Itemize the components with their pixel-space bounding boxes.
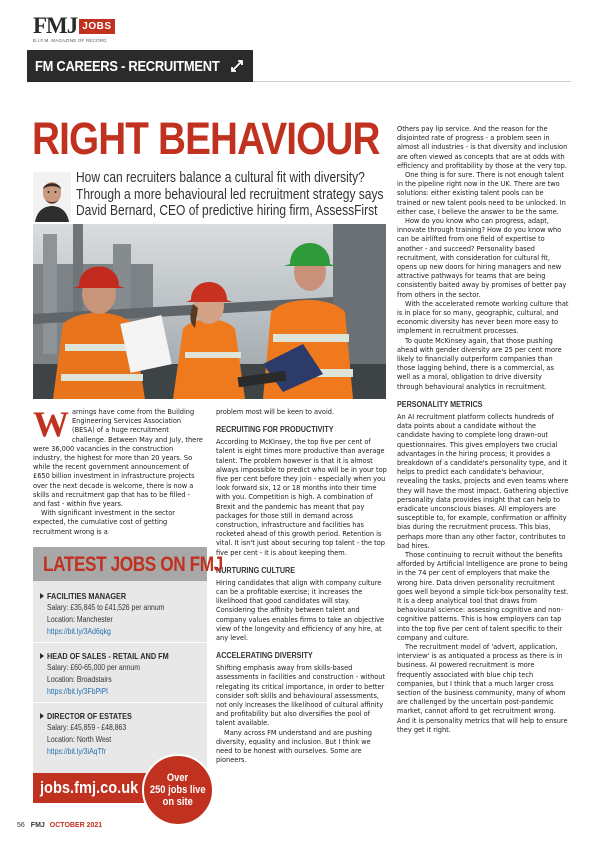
logo-tagline: B.I.F.M. MAGAZINE OF RECORD <box>33 38 107 43</box>
job-location: Location: North West <box>47 735 112 744</box>
job-location: Location: Broadstairs <box>47 675 112 684</box>
subheading: RECRUITING FOR PRODUCTIVITY <box>216 425 334 435</box>
drop-cap: W <box>33 404 69 444</box>
article-standfirst: How can recruiters balance a cultural fit with diversity? Through a more behavioural led recruitment strategy says David Bernard, CEO of predictive hiring firm, AssessFirst <box>76 169 384 219</box>
paragraph: Shifting emphasis away from skills-based assessments in facilities and construction - without relegating its critical importance, in order to better consider soft skills and behavioural assessments, not only increases the likelihood of cultural affinity and profitability but also diversifies the pool of talent available. <box>216 664 386 728</box>
logo-fmj-text: FMJ <box>33 13 78 38</box>
paragraph: Hiring candidates that align with company culture can be a profitable exercise; it increases the likelihood that good candidates will stay. Considering the affinity between talent and company values enables firms to take an objective view of the longevity and efficiency of any hire, at any level. <box>216 578 385 643</box>
divider <box>33 702 207 703</box>
job-link[interactable]: https://bit.ly/3FbPiPl <box>47 687 108 696</box>
hero-photo-workers-hard-hats <box>33 224 386 399</box>
article-column-2 <box>216 408 388 766</box>
subheading: NURTURING CULTURE <box>216 565 296 575</box>
article-column-1 <box>33 404 203 537</box>
paragraph: An AI recruitment platform collects hundreds of data points about a candidate without the candidate having to complete long drawn-out questionnaires. This gives employers two crucial advantages in the hiring process; it provides a breakdown of a candidate's personality type, and it helps to predict each candidate's behaviour, revealing the tasks, projects and even teams where they will have the most impact. Gathering objective personality data provides insight that can help to eradicate unconscious biases. All employers are susceptible to, for example, confirmation or affinity bias during the recruitment process. This bias, perhaps more than any other factor, contributes to bad hires. <box>397 412 569 550</box>
job-salary: Salary: £35,845 to £41,526 per annum <box>47 603 165 612</box>
paragraph: Many across FM understand and are pushing diversity, equality and inclusion. But I think we need to be honest with ourselves. Some are pioneers. <box>216 728 372 765</box>
issue-date: OCTOBER 2021 <box>49 822 103 829</box>
page-number: 56 <box>17 822 25 829</box>
paragraph: arnings have come from the Building Engineering Services Association (BESA) of a huge recruitment challenge. Between May and July, there were 36,000 vacancies in the construction industry, the highest for more than 20 years. So while the recent government announcement of £650 billion investment in infrastructure projects over the next decade is welcome, there is now a skills and recruitment gap that has to be filled - and fast - within five years. <box>33 408 203 509</box>
paragraph: With significant investment in the sector expected, the cumulative cost of getting recruitment wrong is a <box>33 509 176 536</box>
jobs-count-badge <box>142 754 214 826</box>
badge-line: on site <box>162 796 194 808</box>
fmj-jobs-logo <box>33 13 115 43</box>
paragraph: According to McKinsey, the top five per cent of talent is eight times more productive than average talent. The problem however is that it is almost always impossible to predict who will be in your top five per cent before they join - especially when you look forward six, 12 or 18 months into their time with you. Competition is high. A combination of Brexit and the pandemic has meant that pay packages for those still in demand across construction, infrastructure and facilities has rocketed ahead of this growth period. Retention is vital. It isn't just about securing top talent - the top five per cent - it is about keeping them. <box>216 438 387 557</box>
jobs-url-text: jobs.fmj.co.uk <box>40 778 139 797</box>
jobs-site-link[interactable] <box>33 773 147 803</box>
article-headline: RIGHT BEHAVIOUR <box>32 113 380 164</box>
article-column-3 <box>397 125 569 735</box>
paragraph: problem most will be keen to avoid. <box>216 408 335 416</box>
bullet-arrow-icon <box>40 593 44 599</box>
subheading: ACCELERATING DIVERSITY <box>216 651 313 661</box>
paragraph: The recruitment model of 'advert, application, interview' is as antiquated a process as there is in business. AI powered recruitment is more frequently associated with blue chip tech companies, but I think that a much larger cross section of the business community, many of whom are challenged by the uncertain post-pandemic market, cannot afford to get recruitment wrong. And it is personality metrics that will help to ensure they get it right. <box>397 642 568 734</box>
section-header-bar <box>27 50 253 82</box>
expand-arrows-icon <box>229 58 245 74</box>
job-salary: Salary: £45,859 - £48,863 <box>47 723 127 732</box>
job-link[interactable]: https://bit.ly/3Ad6qkg <box>47 627 111 636</box>
latest-jobs-header <box>33 547 223 581</box>
paragraph: How do you know who can progress, adapt, innovate through training? How do you know who can be airlifted from one field of expertise to another - and succeed? Personality based recruitment, with consideration for cultural fit, opens up new doors for hiring managers and new attractive pathways for teams that are being consistently baited away by promises of better pay from others in the sector. <box>397 217 567 299</box>
subheading: PERSONALITY METRICS <box>397 399 483 409</box>
job-location: Location: Manchester <box>47 615 113 624</box>
job-link[interactable]: https://bit.ly/3iAqTfr <box>47 747 106 756</box>
badge-line: Over <box>167 772 189 784</box>
divider <box>33 642 207 643</box>
latest-jobs-heading: LATEST JOBS ON FMJ <box>43 553 223 576</box>
paragraph: With the accelerated remote working culture that is in place for so many, geographic, cultural, and economic diversity has never been more easy to implement in recruitment processes. <box>397 299 569 336</box>
job-title: HEAD OF SALES - RETAIL AND FM <box>47 651 169 661</box>
author-photo <box>33 172 71 222</box>
bullet-arrow-icon <box>40 653 44 659</box>
job-salary: Salary: £60-65,000 per annum <box>47 663 140 672</box>
paragraph: Those continuing to recruit without the benefits afforded by Artificial Intelligence are prone to being in the 74 per cent of employers that make the wrong hire. Data driven personality recruitment goes well beyond a simple tick-box personality test. It is a deep analytical tool that draws from behavioural science: assessing cognitive and non-cognitive patterns. This is how employers can tap into the top five per cent of talent specific to their company and culture. <box>397 550 569 642</box>
badge-line: 250 jobs live <box>150 784 206 796</box>
job-title: FACILITIES MANAGER <box>47 591 127 601</box>
footer-brand: FMJ <box>30 822 45 829</box>
paragraph: To quote McKinsey again, that those pushing ahead with gender diversity are 25 per cent more likely to financially outperform companies than those lagging behind, there is a commercial, as well as a moral, obligation to drive diversity through behavioural analytics in recruitment. <box>397 336 562 391</box>
logo-jobs-badge: JOBS <box>79 19 114 34</box>
paragraph: One thing is for sure. There is not enough talent in the pipeline right now in the UK. There are two solutions: either existing talent pools can be trained or new talent pools need to be unlocked. In either case, I believe the answer to be the same. <box>397 171 566 216</box>
job-title: DIRECTOR OF ESTATES <box>47 711 132 721</box>
bullet-arrow-icon <box>40 713 44 719</box>
section-title: FM CAREERS - RECRUITMENT <box>35 57 220 75</box>
page-footer <box>17 822 102 829</box>
section-rule <box>253 50 571 82</box>
paragraph: Others pay lip service. And the reason for the disjointed rate of progress - a problem seen in almost all industries - is that diversity and inclusion are often viewed as concepts that are at odds with efficiency and profitability by those at the very top. <box>397 125 568 170</box>
